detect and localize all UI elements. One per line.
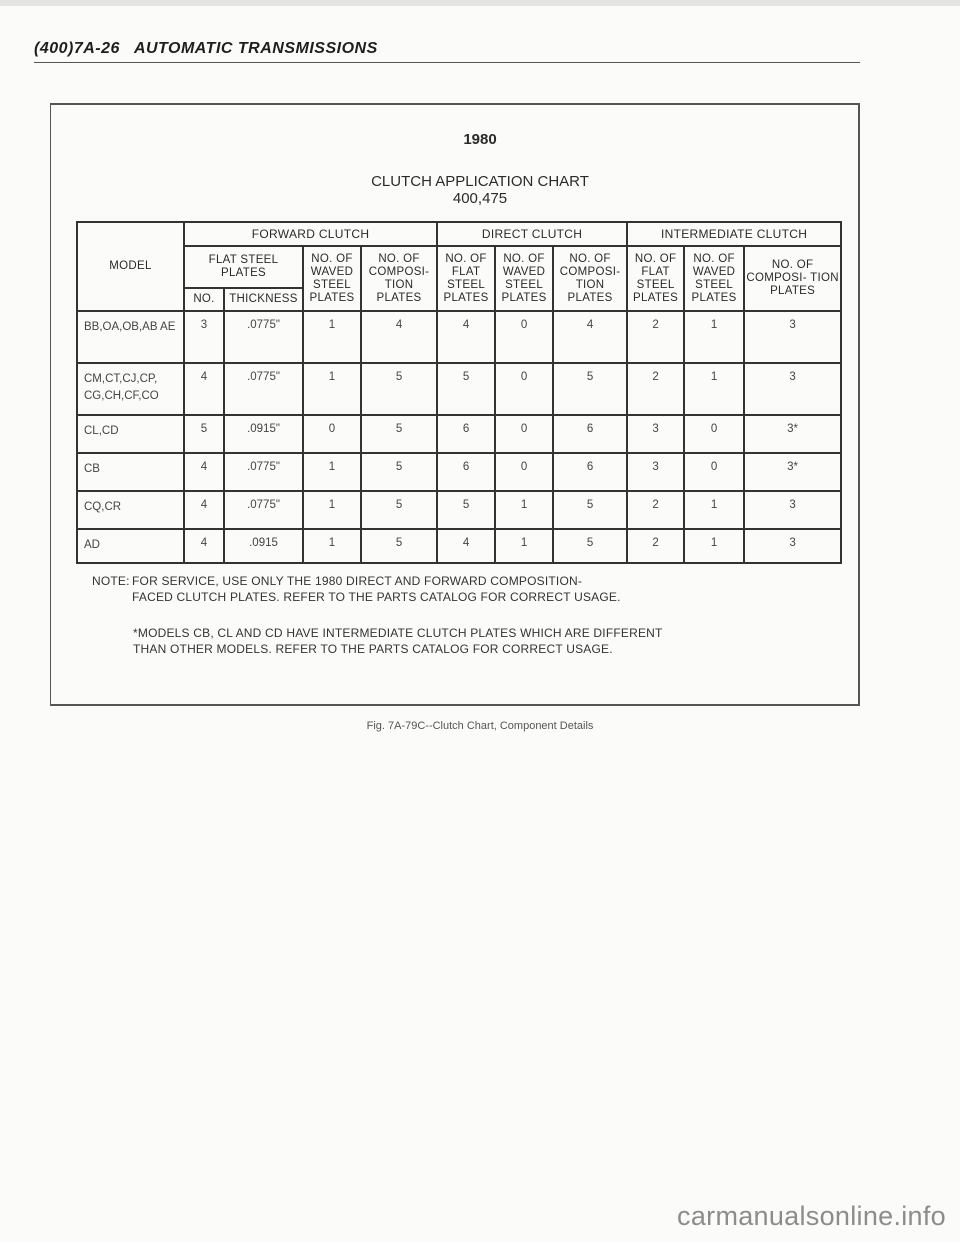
- direct-waved-cell: 1: [495, 529, 553, 563]
- fwd-waved-cell: 1: [303, 529, 361, 563]
- direct-composition-cell: 5: [553, 529, 627, 563]
- direct-composition-cell: 5: [553, 363, 627, 415]
- int-flat-cell: 2: [627, 529, 684, 563]
- int-composition-cell: 3*: [744, 453, 841, 491]
- direct-waved-cell: 0: [495, 363, 553, 415]
- direct-flat-cell: 5: [437, 363, 495, 415]
- direct-composition-cell: 6: [553, 415, 627, 453]
- flat-steel-plates-header: FLAT STEEL PLATES: [184, 246, 303, 288]
- direct-waved-cell: 0: [495, 311, 553, 363]
- table-row: [77, 529, 841, 563]
- int-flat-cell: 3: [627, 453, 684, 491]
- direct-flat-cell: 6: [437, 415, 495, 453]
- forward-clutch-header: FORWARD CLUTCH: [184, 222, 437, 246]
- direct-flat-cell: 4: [437, 529, 495, 563]
- no-cell: 4: [184, 529, 224, 563]
- table-row: [77, 415, 841, 453]
- thickness-cell: .0775": [224, 363, 303, 415]
- direct-composition-header: NO. OF COMPOSI- TION PLATES: [553, 246, 627, 311]
- thickness-cell: .0775": [224, 311, 303, 363]
- intermediate-clutch-header: INTERMEDIATE CLUTCH: [627, 222, 841, 246]
- direct-waved-cell: 0: [495, 453, 553, 491]
- int-composition-header: NO. OF COMPOSI- TION PLATES: [744, 246, 841, 311]
- thickness-cell: .0915: [224, 529, 303, 563]
- no-cell: 5: [184, 415, 224, 453]
- fwd-waved-header: NO. OF WAVED STEEL PLATES: [303, 246, 361, 311]
- note-line-1: FOR SERVICE, USE ONLY THE 1980 DIRECT AND FORWARD COMPOSITION-: [132, 574, 583, 588]
- int-flat-cell: 2: [627, 363, 684, 415]
- model-column-header: MODEL: [77, 222, 184, 311]
- page-header: [34, 40, 378, 58]
- direct-composition-cell: 6: [553, 453, 627, 491]
- direct-composition-cell: 4: [553, 311, 627, 363]
- intermediate-footnote: *MODELS CB, CL AND CD HAVE INTERMEDIATE CLUTCH PLATES WHICH ARE DIFFERENT THAN OTHER MODELS. REFER TO THE PARTS CATALOG FOR CORRECT USAGE.: [133, 626, 663, 656]
- page-reference: (400)7A-26: [34, 40, 120, 57]
- service-note: [92, 573, 621, 605]
- chart-year: 1980: [463, 131, 497, 148]
- thickness-cell: .0915": [224, 415, 303, 453]
- int-composition-cell: 3*: [744, 415, 841, 453]
- thickness-cell: .0775": [224, 453, 303, 491]
- no-cell: 3: [184, 311, 224, 363]
- fwd-composition-cell: 5: [361, 529, 437, 563]
- no-cell: 4: [184, 363, 224, 415]
- direct-flat-header: NO. OF FLAT STEEL PLATES: [437, 246, 495, 311]
- int-flat-cell: 2: [627, 311, 684, 363]
- fwd-composition-cell: 5: [361, 453, 437, 491]
- fwd-composition-cell: 5: [361, 363, 437, 415]
- model-cell: CQ,CR: [77, 491, 184, 529]
- page-top-edge: [0, 0, 960, 6]
- fwd-composition-header: NO. OF COMPOSI- TION PLATES: [361, 246, 437, 311]
- direct-clutch-header: DIRECT CLUTCH: [437, 222, 627, 246]
- chart-title: CLUTCH APPLICATION CHART: [371, 173, 589, 190]
- direct-flat-cell: 6: [437, 453, 495, 491]
- direct-waved-header: NO. OF WAVED STEEL PLATES: [495, 246, 553, 311]
- int-waved-cell: 0: [684, 415, 744, 453]
- int-waved-cell: 1: [684, 529, 744, 563]
- int-flat-header: NO. OF FLAT STEEL PLATES: [627, 246, 684, 311]
- chart-subtitle: 400,475: [452, 190, 508, 207]
- int-waved-header: NO. OF WAVED STEEL PLATES: [684, 246, 744, 311]
- model-cell: CM,CT,CJ,CP, CG,CH,CF,CO: [77, 363, 184, 415]
- int-waved-cell: 0: [684, 453, 744, 491]
- clutch-application-table: [76, 221, 842, 564]
- int-waved-cell: 1: [684, 311, 744, 363]
- model-cell: CB: [77, 453, 184, 491]
- int-flat-cell: 3: [627, 415, 684, 453]
- table-row: [77, 363, 841, 415]
- watermark: carmanualsonline.info: [677, 1201, 946, 1231]
- thickness-cell: .0775": [224, 491, 303, 529]
- thickness-header: THICKNESS: [224, 288, 303, 311]
- int-waved-cell: 1: [684, 363, 744, 415]
- model-cell: BB,OA,OB,AB AE: [77, 311, 184, 363]
- fwd-composition-cell: 5: [361, 491, 437, 529]
- fwd-composition-cell: 4: [361, 311, 437, 363]
- figure-caption: Fig. 7A-79C--Clutch Chart, Component Details: [366, 720, 594, 732]
- fwd-waved-cell: 0: [303, 415, 361, 453]
- model-cell: CL,CD: [77, 415, 184, 453]
- int-composition-cell: 3: [744, 529, 841, 563]
- int-composition-cell: 3: [744, 491, 841, 529]
- direct-flat-cell: 4: [437, 311, 495, 363]
- table-row: [77, 491, 841, 529]
- int-composition-cell: 3: [744, 311, 841, 363]
- note-label: NOTE:: [92, 574, 130, 588]
- fwd-waved-cell: 1: [303, 453, 361, 491]
- fwd-waved-cell: 1: [303, 311, 361, 363]
- direct-composition-cell: 5: [553, 491, 627, 529]
- section-title: AUTOMATIC TRANSMISSIONS: [133, 40, 378, 57]
- model-cell: AD: [77, 529, 184, 563]
- fwd-waved-cell: 1: [303, 491, 361, 529]
- int-waved-cell: 1: [684, 491, 744, 529]
- fwd-waved-cell: 1: [303, 363, 361, 415]
- no-cell: 4: [184, 491, 224, 529]
- int-flat-cell: 2: [627, 491, 684, 529]
- table-row: [77, 453, 841, 491]
- fwd-composition-cell: 5: [361, 415, 437, 453]
- int-composition-cell: 3: [744, 363, 841, 415]
- direct-waved-cell: 0: [495, 415, 553, 453]
- header-divider: [34, 62, 860, 63]
- direct-waved-cell: 1: [495, 491, 553, 529]
- no-header: NO.: [184, 288, 224, 311]
- table-row: [77, 311, 841, 363]
- note-line-2: FACED CLUTCH PLATES. REFER TO THE PARTS CATALOG FOR CORRECT USAGE.: [132, 590, 621, 604]
- direct-flat-cell: 5: [437, 491, 495, 529]
- no-cell: 4: [184, 453, 224, 491]
